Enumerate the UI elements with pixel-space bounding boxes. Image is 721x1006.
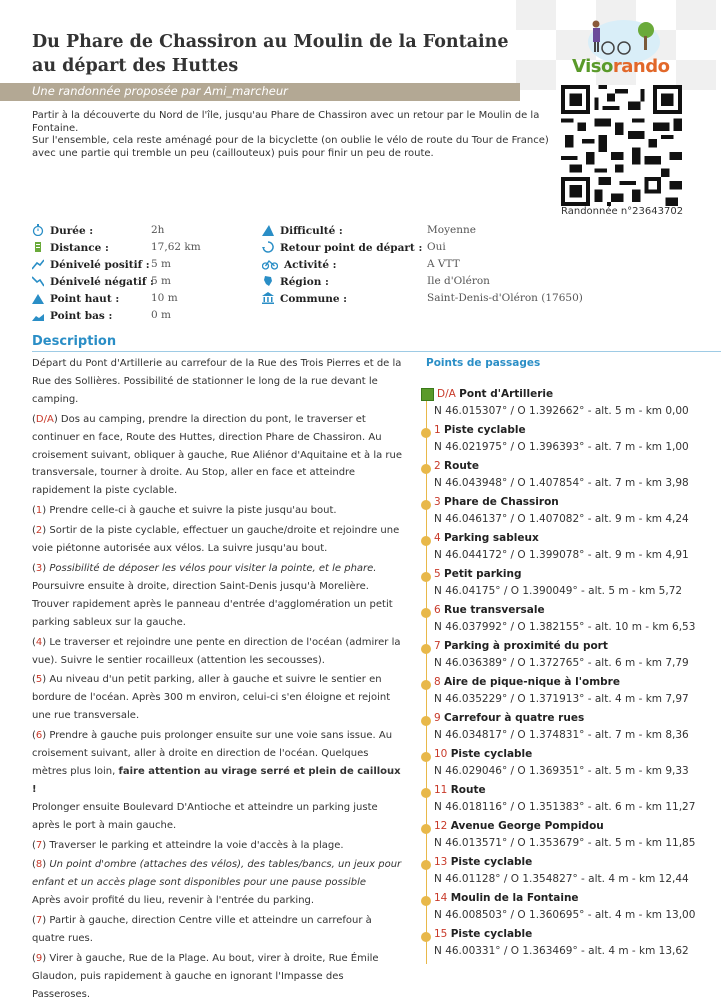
waypoint-coords: N 46.043948° / O 1.407854° - alt. 7 m - km 3,98 (434, 477, 689, 489)
waypoint-name: 15 Piste cyclable (434, 928, 533, 940)
waypoint-coords: N 46.008503° / O 1.360695° - alt. 4 m - km 13,00 (434, 909, 696, 921)
section-divider (32, 351, 721, 352)
intro-paragraph: Partir à la découverte du Nord de l'île, jusqu'au Phare de Chassiron avec un retour par le Moulin de la Fontaine. (32, 110, 540, 134)
step-8: (8) Un point d'ombre (attaches des vélos), des tables/bancs, un jeux pour enfant et un accès plage sont disponibles pour une pause possible Après avoir profité du lieu, revenir à l'entrée du parking. (32, 859, 402, 907)
town-hall-icon (262, 292, 274, 304)
bike-icon (262, 258, 278, 270)
step-6: (6) Prendre à gauche puis prolonger ensuite sur une voie sans issue. Au croisement suivant, aller à droite en direction de l'océan. Quelques mètres plus loin, faire attention au virage serré et plein de cailloux ! Prolonger ensuite Boulevard D'Antioche et atteindre un parking juste après le port à main gauche. (32, 730, 401, 831)
rando-number: Randonnée n°23643702 (561, 206, 684, 217)
step-da: (D/A) Dos au camping, prendre la direction du pont, le traverser et continuer en face, Route des Huttes, direction Phare de Chassiron. Au croisement suivant, obliquer à gauche, Rue Aliénor d'Aquitaine et à la rue transversale, tourner à droite. Au Stop, aller en face et atteindre rapidement la piste cyclable. (32, 413, 403, 497)
subtitle-bar (0, 83, 520, 101)
qr-code-icon (561, 85, 682, 206)
waypoint-name: 4 Parking sableux (434, 532, 539, 544)
elevation-down-icon (32, 275, 44, 287)
step-4: (4) Le traverser et rejoindre une pente en direction de l'océan (admirer la vue). Suivre le sentier rocailleux (attention les secousses). (32, 636, 401, 666)
elevation-up-icon (32, 258, 44, 270)
waypoint-coords: N 46.04175° / O 1.390049° - alt. 5 m - km 5,72 (434, 585, 683, 597)
waypoint-dot-icon (421, 572, 431, 582)
visorando-logo-text: Visorando (572, 56, 670, 77)
info-low-point: Point bas : 0 m (32, 309, 112, 325)
waypoint-name: 9 Carrefour à quatre rues (434, 712, 585, 724)
description-intro: Départ du Pont d'Artillerie au carrefour de la Rue des Trois Pierres et de la Rue des Sollières. Possibilité de stationner le long de la rue devant le camping. (32, 358, 402, 405)
waypoint-coords: N 46.037992° / O 1.382155° - alt. 10 m - km 6,53 (434, 621, 696, 633)
waypoint-name: 12 Avenue George Pompidou (434, 820, 604, 832)
waypoint-dot-icon (421, 752, 431, 762)
waypoint-name: 6 Rue transversale (434, 604, 545, 616)
waypoint-coords: N 46.036389° / O 1.372765° - alt. 6 m - km 7,79 (434, 657, 689, 669)
step-5: (5) Au niveau d'un petit parking, aller à gauche et suivre le sentier en bordure de l'océan. Après 300 m environ, celui-ci s'en éloigne et rejoint une rue transversale. (32, 674, 391, 722)
waypoint-dot-icon (421, 824, 431, 834)
waypoint-dot-icon (421, 500, 431, 510)
waypoint-dot-icon (421, 428, 431, 438)
waypoint-name: 5 Petit parking (434, 568, 522, 580)
waypoint-coords: N 46.00331° / O 1.363469° - alt. 4 m - km 13,62 (434, 945, 689, 957)
waypoint-name: 13 Piste cyclable (434, 856, 533, 868)
waypoint-dot-icon (421, 788, 431, 798)
waypoint-dot-icon (421, 716, 431, 726)
description-text (32, 355, 404, 1006)
info-duration: Durée : 2h (32, 224, 93, 240)
waypoint-name: 1 Piste cyclable (434, 424, 526, 436)
waypoint-dot-icon (421, 464, 431, 474)
info-activity: Activité : A VTT (262, 258, 337, 274)
waypoint-dot-icon (421, 860, 431, 870)
waypoint-name: 7 Parking à proximité du port (434, 640, 608, 652)
page-title: Du Phare de Chassiron au Moulin de la Fontaine au départ des Huttes (32, 32, 509, 76)
waypoint-coords: N 46.01128° / O 1.354827° - alt. 4 m - km 12,44 (434, 873, 689, 885)
waypoint-name: 14 Moulin de la Fontaine (434, 892, 579, 904)
waypoint-coords: N 46.046137° / O 1.407082° - alt. 9 m - km 4,24 (434, 513, 689, 525)
difficulty-icon (262, 224, 274, 236)
info-difficulty: Difficulté : Moyenne (262, 224, 343, 240)
waypoint-dot-icon (421, 536, 431, 546)
step-9: (9) Virer à gauche, Rue de la Plage. Au bout, virer à droite, Rue Émile Glaudon, puis rapidement à gauche en ignorant l'Impasse des Passeroses. (32, 953, 379, 1000)
waypoint-name: 3 Phare de Chassiron (434, 496, 559, 508)
waypoint-dot-icon (421, 896, 431, 906)
waypoint-dot-icon (421, 932, 431, 942)
step-3: (3) Possibilité de déposer les vélos pour visiter la pointe, et le phare. Poursuivre ensuite à droite, direction Saint-Denis jusqu'à Morelière. Trouver rapidement après le panneau d'entrée d'agglomération un petit parking sableux sur la gauche. (32, 562, 393, 628)
step-2: (2) Sortir de la piste cyclable, effectuer un gauche/droite et rejoindre une voie piétonne autorisée aux vélos. La suivre jusqu'au bout. (32, 525, 400, 555)
waypoint-coords: N 46.018116° / O 1.351383° - alt. 6 m - km 11,27 (434, 801, 696, 813)
loop-icon (262, 241, 274, 253)
waypoint-coords: N 46.013571° / O 1.353679° - alt. 5 m - km 11,85 (434, 837, 696, 849)
waypoint-coords: N 46.021975° / O 1.396393° - alt. 7 m - km 1,00 (434, 441, 689, 453)
waypoint-name: 10 Piste cyclable (434, 748, 533, 760)
step-7: (7) Traverser le parking et atteindre la voie d'accès à la plage. (32, 839, 344, 851)
subtitle: Une randonnée proposée par Ami_marcheur (32, 84, 288, 98)
waypoint-coords: N 46.034817° / O 1.374831° - alt. 7 m - km 8,36 (434, 729, 689, 741)
waypoint-coords: N 46.015307° / O 1.392662° - alt. 5 m - km 0,00 (434, 405, 689, 417)
info-loop: Retour point de départ : Oui (262, 241, 422, 257)
waypoint-name: 8 Aire de pique-nique à l'ombre (434, 676, 620, 688)
description-heading: Description (32, 334, 117, 349)
waypoint-dot-icon (421, 680, 431, 690)
info-elevation-down: Dénivelé négatif : 5 m (32, 275, 154, 291)
info-high-point: Point haut : 10 m (32, 292, 119, 308)
info-elevation-up: Dénivelé positif : 5 m (32, 258, 150, 274)
waypoint-name: 2 Route (434, 460, 479, 472)
waypoint-name: 11 Route (434, 784, 486, 796)
waypoint-dot-icon (421, 644, 431, 654)
waypoint-coords: N 46.035229° / O 1.371913° - alt. 4 m - km 7,97 (434, 693, 689, 705)
distance-icon (32, 241, 44, 253)
waypoint-coords: N 46.029046° / O 1.369351° - alt. 5 m - km 9,33 (434, 765, 689, 777)
start-flag-icon (421, 388, 434, 401)
info-region: Région : Ile d'Oléron (262, 275, 329, 291)
info-distance: Distance : 17,62 km (32, 241, 109, 257)
waypoint-dot-icon (421, 608, 431, 618)
info-commune: Commune : Saint-Denis-d'Oléron (17650) (262, 292, 347, 308)
step-7b: (7) Partir à gauche, direction Centre ville et atteindre un carrefour à quatre rues. (32, 915, 372, 945)
high-point-icon (32, 292, 44, 304)
region-icon (262, 275, 274, 287)
intro-text (32, 110, 552, 160)
intro-paragraph: Sur l'ensemble, cela reste aménagé pour de la bicyclette (on oublie le vélo de route du Tour de France) avec une partie qui tremble un peu (caillouteux) puis pour finir un peu de route. (32, 135, 549, 159)
waypoint-coords: N 46.044172° / O 1.399078° - alt. 9 m - km 4,91 (434, 549, 689, 561)
waypoint-name: D/A Pont d'Artillerie (437, 388, 554, 400)
stopwatch-icon (32, 224, 44, 236)
low-point-icon (32, 309, 44, 321)
step-1: (1) Prendre celle-ci à gauche et suivre la piste jusqu'au bout. (32, 505, 337, 517)
waypoints-heading: Points de passages (426, 357, 541, 369)
